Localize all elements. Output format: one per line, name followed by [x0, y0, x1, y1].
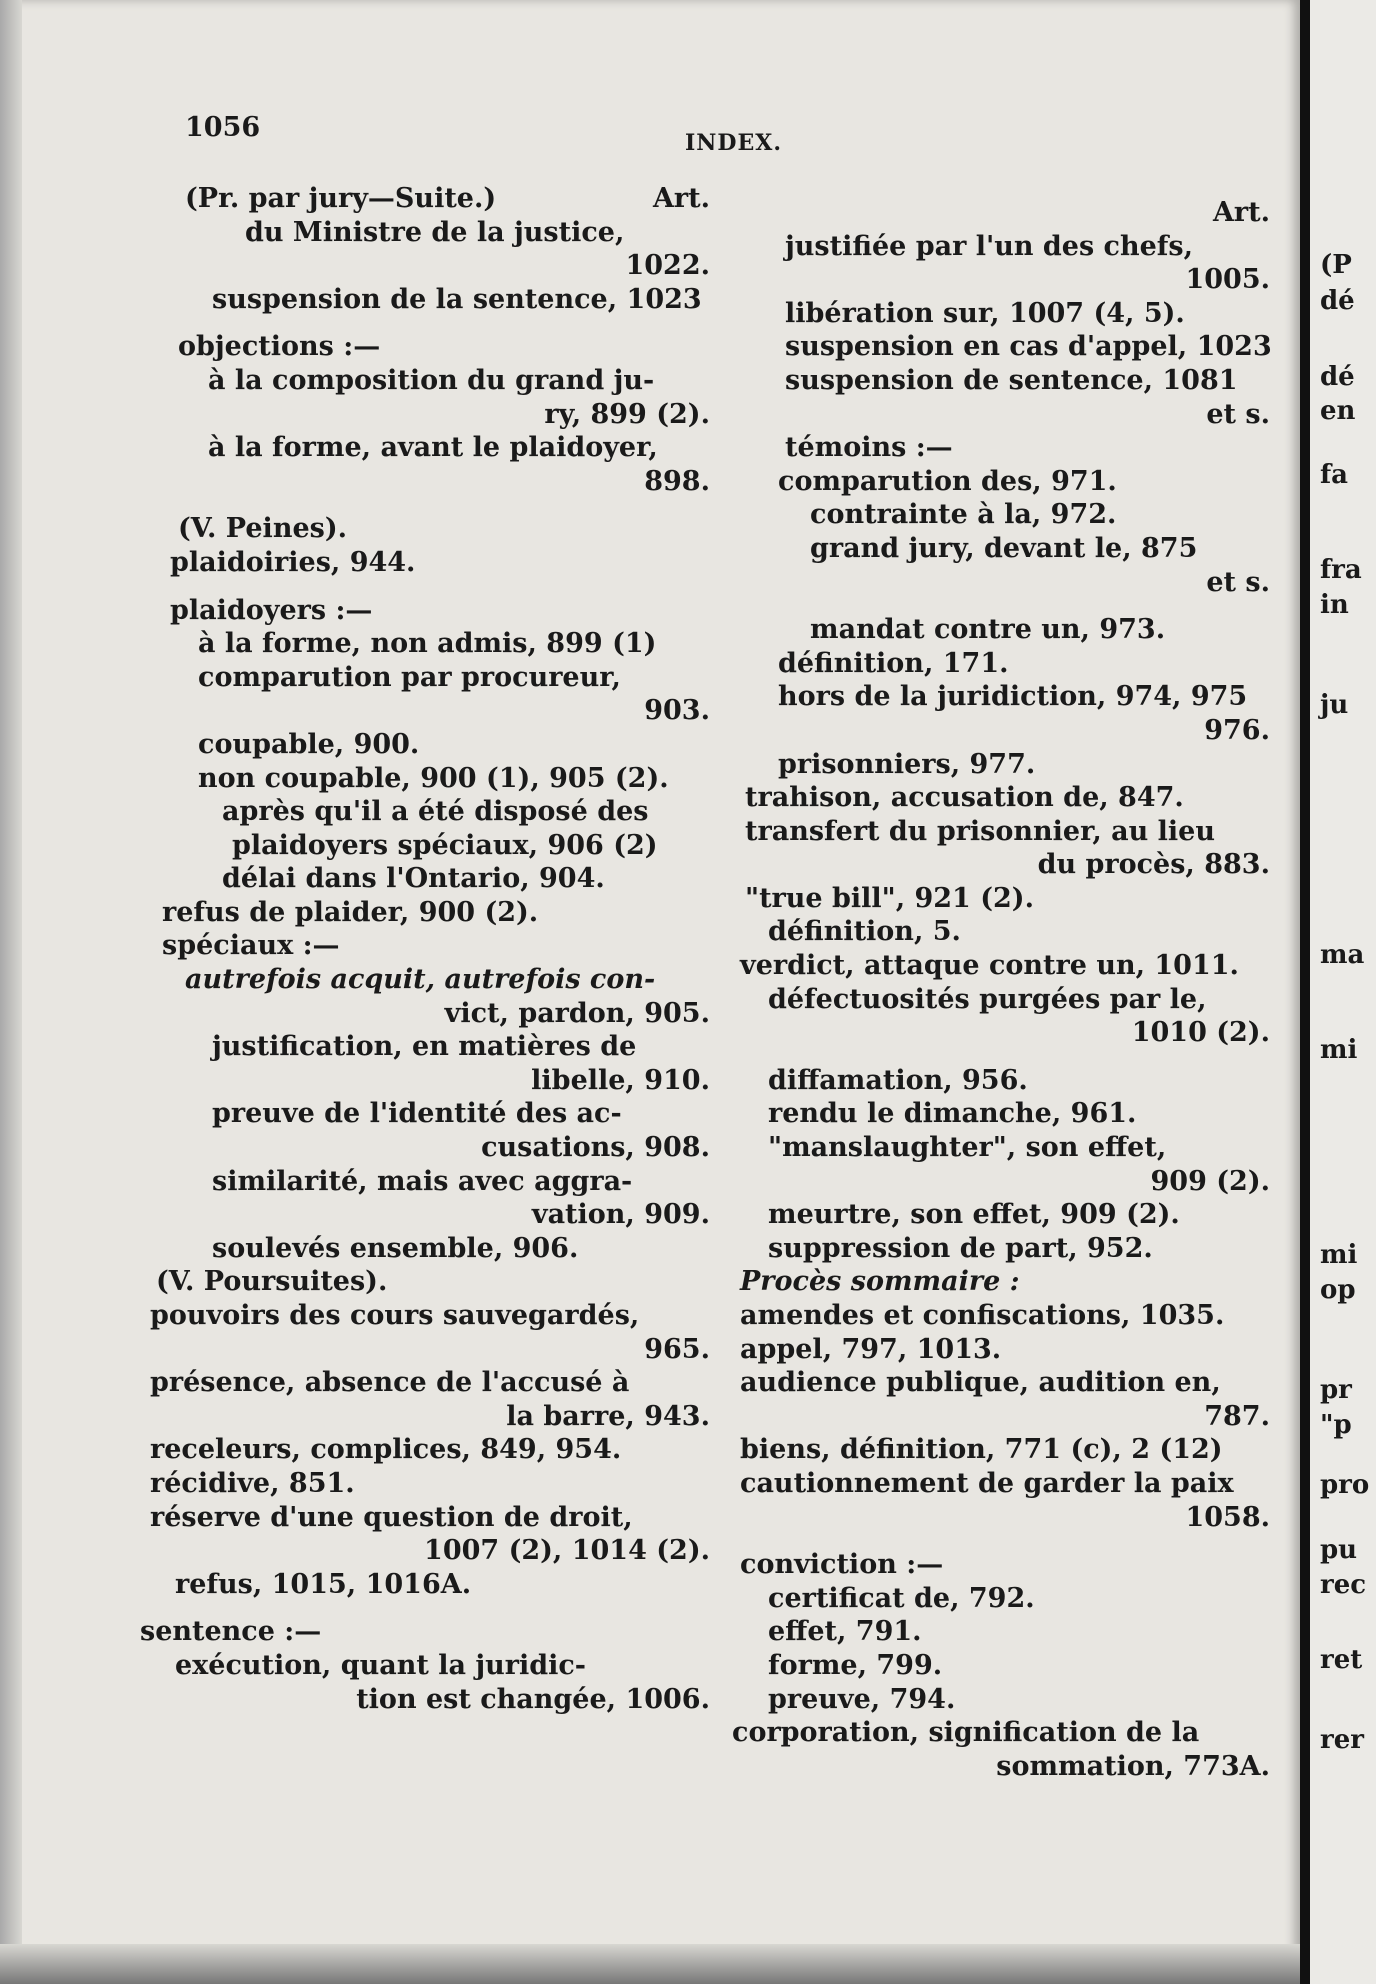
- index-line: [710, 781, 1270, 815]
- index-entry-text: récidive, 851.: [150, 1467, 355, 1499]
- index-line: [140, 997, 710, 1031]
- index-line: [710, 498, 1270, 532]
- index-entry-text: receleurs, complices, 849, 954.: [150, 1434, 622, 1466]
- index-entry-text: "manslaughter", son effet,: [768, 1132, 1167, 1164]
- index-line: [140, 896, 710, 930]
- index-line: [710, 680, 1270, 714]
- index-entry-text: refus, 1015, 1016A.: [175, 1568, 472, 1600]
- index-entry-reference: la barre, 943.: [506, 1400, 710, 1432]
- index-entry-reference: 787.: [1204, 1400, 1270, 1432]
- index-line: [140, 398, 710, 432]
- index-line: [710, 263, 1270, 297]
- index-entry-text: objections :—: [178, 331, 381, 363]
- index-line: [710, 1582, 1270, 1616]
- index-line: [140, 1232, 710, 1266]
- adjacent-page-fragment: fra: [1320, 555, 1362, 585]
- index-column-left: [140, 182, 710, 1716]
- index-entry-text: soulevés ensemble, 906.: [212, 1232, 579, 1264]
- adjacent-page-fragment: ju: [1320, 690, 1349, 720]
- index-line: [140, 465, 710, 499]
- index-line: [710, 297, 1270, 331]
- index-entry-reference: ry, 899 (2).: [544, 398, 710, 430]
- index-entry-text: verdict, attaque contre un, 1011.: [740, 950, 1239, 982]
- index-entry-text: défectuosités purgées par le,: [768, 983, 1207, 1015]
- index-line: [140, 330, 710, 364]
- index-line: [140, 182, 710, 216]
- index-entry-text: refus de plaider, 900 (2).: [162, 896, 539, 928]
- index-entry-text: justification, en matières de: [212, 1031, 637, 1063]
- index-entry-text: justifiée par l'un des chefs,: [785, 230, 1194, 262]
- index-entry-text: transfert du prisonnier, au lieu: [745, 815, 1215, 847]
- index-line: [140, 862, 710, 896]
- index-entry-text: à la forme, avant le plaidoyer,: [208, 432, 658, 464]
- index-entry-text: à la composition du grand ju-: [208, 364, 655, 396]
- index-line: [140, 1299, 710, 1333]
- adjacent-page-fragment: fa: [1320, 460, 1349, 490]
- index-line: [710, 1683, 1270, 1717]
- adjacent-page-fragment: op: [1320, 1275, 1356, 1305]
- index-entry-text: libération sur, 1007 (4, 5).: [785, 297, 1185, 329]
- index-entry-text: plaidoiries, 944.: [170, 546, 416, 578]
- index-entry-text: à la forme, non admis, 899 (1): [198, 628, 657, 660]
- book-bottom-edge: [0, 1944, 1300, 1984]
- index-line: [140, 1366, 710, 1400]
- index-line: [710, 1299, 1270, 1333]
- index-line: [710, 1548, 1270, 1582]
- index-line: [710, 1165, 1270, 1199]
- index-line: [140, 728, 710, 762]
- adjacent-page-fragment: en: [1320, 396, 1356, 426]
- index-entry-text: suppression de part, 952.: [768, 1232, 1153, 1264]
- index-line: [710, 1198, 1270, 1232]
- index-line: [140, 1501, 710, 1535]
- index-entry-text: similarité, mais avec aggra-: [212, 1165, 633, 1197]
- index-entry-text: cautionnement de garder la paix: [740, 1467, 1234, 1499]
- index-entry-text: témoins :—: [785, 432, 953, 464]
- index-line: [140, 1467, 710, 1501]
- index-entry-text: comparution par procureur,: [198, 661, 621, 693]
- index-entry-text: grand jury, devant le, 875: [810, 532, 1198, 564]
- adjacent-page-fragment: mi: [1320, 1035, 1358, 1065]
- index-entry-reference: 898.: [644, 465, 710, 497]
- index-line: [710, 1366, 1270, 1400]
- index-entry-text: preuve de l'identité des ac-: [212, 1098, 622, 1130]
- adjacent-page-fragment: rec: [1320, 1570, 1367, 1600]
- adjacent-page-fragment: "p: [1320, 1410, 1352, 1440]
- index-line: [140, 546, 710, 580]
- index-entry-text: corporation, signification de la: [732, 1717, 1200, 1749]
- index-entry-reference: et s.: [1206, 398, 1270, 430]
- index-entry-text: forme, 799.: [768, 1649, 943, 1681]
- index-line: [710, 532, 1270, 566]
- index-line: [710, 1232, 1270, 1266]
- index-line: [140, 627, 710, 661]
- index-entry-text: non coupable, 900 (1), 905 (2).: [198, 762, 669, 794]
- index-entry-reference: tion est changée, 1006.: [356, 1683, 710, 1715]
- index-entry-text: plaidoyers :—: [170, 594, 373, 626]
- index-line: [710, 1716, 1270, 1750]
- index-entry-reference: et s.: [1206, 566, 1270, 598]
- index-line: [710, 748, 1270, 782]
- index-line: [710, 882, 1270, 916]
- index-entry-text: suspension de la sentence, 1023: [212, 283, 702, 315]
- index-entry-text: amendes et confiscations, 1035.: [740, 1300, 1225, 1331]
- index-line: [140, 1333, 710, 1367]
- index-entry-text: réserve d'une question de droit,: [150, 1501, 633, 1533]
- index-line: [710, 1097, 1270, 1131]
- index-entry-text: comparution des, 971.: [778, 465, 1117, 497]
- index-entry-text: mandat contre un, 973.: [810, 614, 1166, 646]
- index-entry-text: suspension en cas d'appel, 1023: [785, 331, 1272, 363]
- index-line: [140, 1064, 710, 1098]
- index-line: [710, 364, 1270, 398]
- index-line: [710, 330, 1270, 364]
- index-line: [710, 1433, 1270, 1467]
- adjacent-page-fragment: mi: [1320, 1240, 1358, 1270]
- index-entry-text: hors de la juridiction, 974, 975: [778, 681, 1248, 713]
- index-line: [140, 216, 710, 250]
- index-entry-reference: 1005.: [1185, 264, 1270, 296]
- index-line: [710, 848, 1270, 882]
- index-line: [710, 431, 1270, 465]
- index-line: [710, 398, 1270, 432]
- index-entry-reference: 1022.: [625, 250, 710, 282]
- index-entry-text: du Ministre de la justice,: [245, 216, 625, 248]
- index-entry-text: définition, 171.: [778, 647, 1009, 679]
- index-entry-text: conviction :—: [740, 1549, 944, 1581]
- index-line: [140, 661, 710, 695]
- index-entry-text: trahison, accusation de, 847.: [745, 782, 1184, 814]
- index-line: [140, 364, 710, 398]
- index-line: [140, 1568, 710, 1602]
- index-line: [140, 829, 710, 863]
- index-entry-reference: vict, pardon, 905.: [444, 997, 710, 1029]
- index-entry-text: exécution, quant la juridic-: [175, 1649, 587, 1681]
- index-line: [140, 1683, 710, 1717]
- index-line: [710, 230, 1270, 264]
- index-line: [710, 1064, 1270, 1098]
- adjacent-page-fragment: (P: [1320, 250, 1352, 280]
- index-entry-text: prisonniers, 977.: [778, 748, 1036, 780]
- index-entry-reference: 903.: [644, 695, 710, 727]
- index-entry-reference: 1010 (2).: [1131, 1017, 1270, 1049]
- index-entry-text: plaidoyers spéciaux, 906 (2): [232, 829, 658, 861]
- index-entry-text: meurtre, son effet, 909 (2).: [768, 1199, 1180, 1231]
- index-entry-text: (V. Peines).: [178, 513, 348, 545]
- index-entry-reference: sommation, 773A.: [996, 1750, 1270, 1782]
- index-entry-reference: du procès, 883.: [1037, 849, 1270, 881]
- index-line: [140, 1131, 710, 1165]
- book-binding-edge: [0, 0, 22, 1984]
- index-line: [710, 1467, 1270, 1501]
- index-line: [710, 714, 1270, 748]
- index-entry-reference: Art.: [1212, 197, 1270, 228]
- adjacent-page-fragment: pr: [1320, 1375, 1352, 1405]
- index-line: [140, 512, 710, 546]
- index-entry-text: coupable, 900.: [198, 728, 420, 760]
- index-line: [140, 283, 710, 317]
- index-line: [710, 1131, 1270, 1165]
- index-entry-text: Procès sommaire :: [740, 1266, 1020, 1298]
- index-entry-text: délai dans l'Ontario, 904.: [222, 863, 605, 895]
- adjacent-page-fragment: ma: [1320, 940, 1365, 970]
- index-line: [710, 1400, 1270, 1434]
- index-line: [710, 1333, 1270, 1367]
- index-line: [710, 1615, 1270, 1649]
- index-line: [710, 613, 1270, 647]
- index-line: [140, 1165, 710, 1199]
- index-entry-reference: cusations, 908.: [481, 1132, 710, 1164]
- page-gutter: [1300, 0, 1310, 1984]
- index-line: [140, 1265, 710, 1299]
- adjacent-page-fragment: pu: [1320, 1535, 1358, 1565]
- index-entry-text: spéciaux :—: [162, 930, 340, 962]
- index-entry-text: audience publique, audition en,: [740, 1367, 1221, 1399]
- adjacent-page-fragment: dé: [1320, 362, 1355, 392]
- index-entry-reference: 909 (2).: [1150, 1165, 1270, 1197]
- index-line: [710, 1265, 1270, 1299]
- index-line: [140, 1198, 710, 1232]
- index-line: [710, 465, 1270, 499]
- index-column-right: [710, 196, 1270, 1783]
- index-entry-reference: 1007 (2), 1014 (2).: [424, 1535, 710, 1567]
- index-line: [140, 1433, 710, 1467]
- adjacent-page-fragment: ret: [1320, 1645, 1363, 1675]
- index-entry-text: "true bill", 921 (2).: [745, 882, 1034, 914]
- index-line: [140, 762, 710, 796]
- index-entry-text: (V. Poursuites).: [156, 1266, 388, 1298]
- index-entry-text: effet, 791.: [768, 1616, 922, 1648]
- index-line: [710, 915, 1270, 949]
- adjacent-page-fragment: rer: [1320, 1725, 1364, 1755]
- adjacent-page-fragment: pro: [1320, 1470, 1370, 1500]
- index-entry-reference: Art.: [652, 183, 710, 214]
- index-line: [140, 1615, 710, 1649]
- index-entry-text: définition, 5.: [768, 916, 961, 948]
- index-line: [140, 795, 710, 829]
- index-entry-text: appel, 797, 1013.: [740, 1333, 1002, 1365]
- index-line: [140, 694, 710, 728]
- index-entry-text: pouvoirs des cours sauvegardés,: [150, 1300, 640, 1331]
- index-line: [140, 594, 710, 628]
- index-line: [710, 1750, 1270, 1784]
- index-line: [140, 1400, 710, 1434]
- index-line: [710, 647, 1270, 681]
- index-line: [140, 1649, 710, 1683]
- index-line: [710, 1501, 1270, 1535]
- adjacent-page-edge: [1300, 0, 1376, 1984]
- index-entry-text: certificat de, 792.: [768, 1582, 1035, 1614]
- index-entry-text: rendu le dimanche, 961.: [768, 1098, 1137, 1130]
- index-line: [710, 566, 1270, 600]
- index-line: [710, 196, 1270, 230]
- page-header: [185, 112, 1265, 156]
- index-entry-reference: 965.: [644, 1333, 710, 1365]
- index-entry-reference: libelle, 910.: [531, 1064, 710, 1096]
- index-line: [140, 1097, 710, 1131]
- index-line: [140, 929, 710, 963]
- index-line: [140, 431, 710, 465]
- index-line: [140, 1534, 710, 1568]
- index-entry-text: preuve, 794.: [768, 1683, 956, 1715]
- index-entry-text: suspension de sentence, 1081: [785, 364, 1238, 396]
- running-head: INDEX.: [685, 130, 782, 156]
- index-line: [710, 949, 1270, 983]
- index-entry-text: présence, absence de l'accusé à: [150, 1367, 630, 1399]
- page-number: 1056: [185, 112, 261, 143]
- index-line: [710, 1649, 1270, 1683]
- index-line: [710, 815, 1270, 849]
- index-entry-text: biens, définition, 771 (c), 2 (12): [740, 1434, 1223, 1466]
- index-entry-text: (Pr. par jury—Suite.): [185, 183, 497, 214]
- index-entry-text: après qu'il a été disposé des: [222, 796, 649, 828]
- index-line: [140, 249, 710, 283]
- index-line: [140, 963, 710, 997]
- index-entry-reference: vation, 909.: [531, 1199, 710, 1231]
- adjacent-page-fragment: in: [1320, 590, 1349, 620]
- adjacent-page-fragment: dé: [1320, 286, 1355, 316]
- index-entry-text: autrefois acquit, autrefois con-: [185, 964, 656, 996]
- index-entry-text: sentence :—: [140, 1616, 322, 1648]
- index-line: [140, 1030, 710, 1064]
- index-entry-reference: 1058.: [1185, 1501, 1270, 1533]
- index-entry-text: diffamation, 956.: [768, 1064, 1028, 1096]
- index-line: [710, 983, 1270, 1017]
- index-line: [710, 1016, 1270, 1050]
- index-entry-text: contrainte à la, 972.: [810, 499, 1117, 531]
- index-entry-reference: 976.: [1204, 714, 1270, 746]
